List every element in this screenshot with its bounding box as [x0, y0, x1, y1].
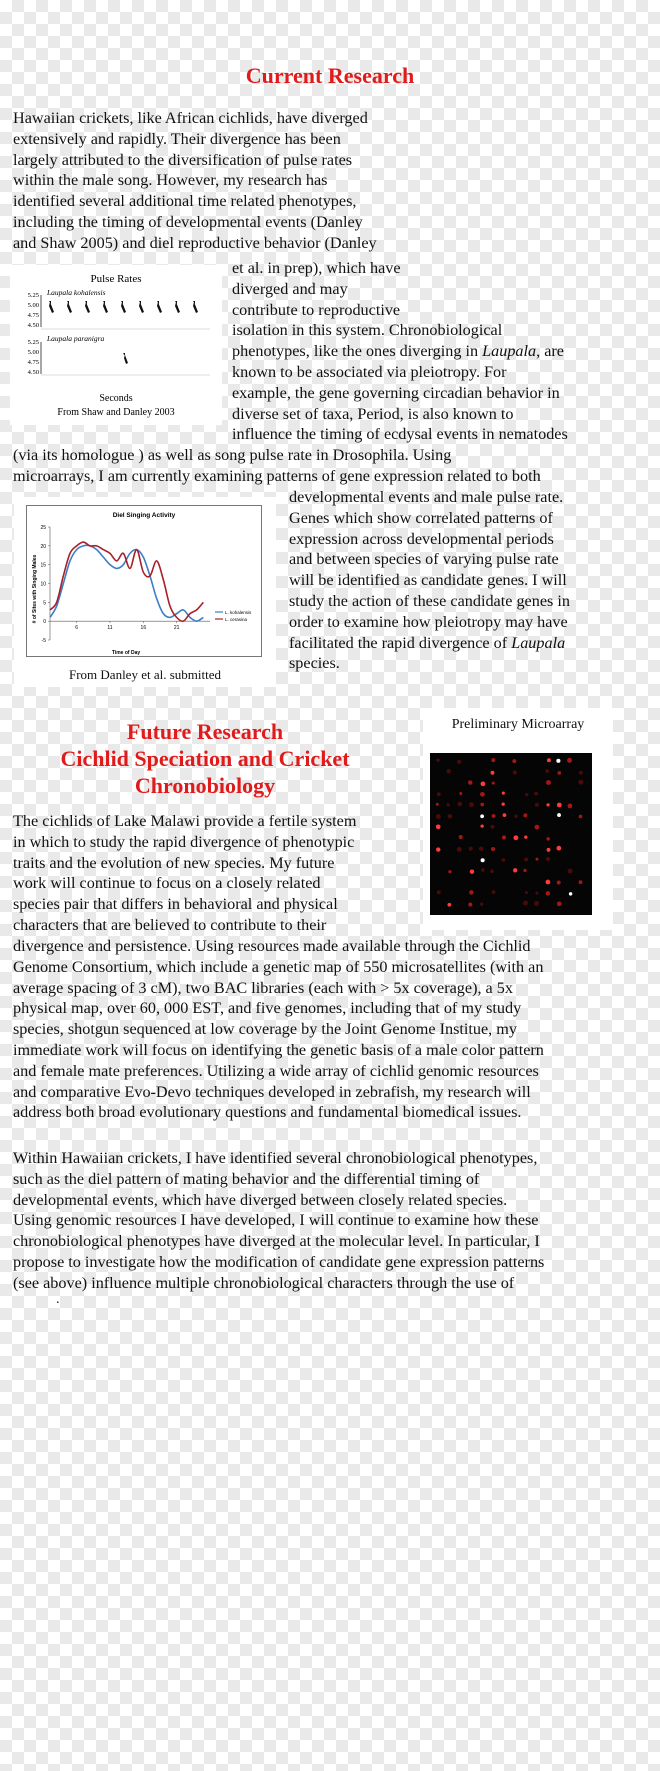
microarray-spot — [469, 802, 474, 807]
text-line: in which to study the rapid divergence of phenotypic — [13, 832, 355, 851]
microarray-spot — [545, 769, 549, 773]
microarray-spot — [502, 835, 506, 839]
text-line: expression across developmental periods — [289, 529, 554, 548]
microarray-spot — [468, 780, 473, 785]
microarray-spot — [480, 803, 484, 807]
text-line: contribute to reproductive — [232, 300, 401, 319]
text-line: largely attributed to the diversification of pulse rates — [13, 150, 353, 169]
diel-y-tick-label: 25 — [40, 525, 46, 531]
diel-y-tick-label: 10 — [40, 581, 46, 588]
microarray-spot — [447, 803, 450, 806]
text-line: and comparative Evo-Devo techniques developed in zebrafish, my research will — [13, 1082, 531, 1101]
text-line: microarrays, I am currently examining patterns of gene expression related to both — [13, 466, 541, 485]
microarray-spot — [501, 802, 504, 805]
microarray-spot — [437, 890, 441, 894]
text-line: Genes which show correlated patterns of — [289, 508, 553, 527]
pulse-top-tick-3: 4.50 — [27, 322, 39, 329]
microarray-spot — [568, 869, 573, 874]
pulse-top-tick-2: 4.75 — [27, 312, 39, 319]
text-line: diverse set of taxa, Period, is also known to — [232, 404, 514, 423]
microarray-spot — [523, 901, 528, 906]
microarray-spot — [436, 824, 441, 829]
text-line: address both broad evolutionary questions and fundamental biomedical issues. — [13, 1103, 522, 1122]
text-fragment: , are — [536, 342, 564, 361]
text-line: species, shotgun sequenced at low coverage by the Joint Genome Institue, my — [13, 1020, 517, 1039]
text-line: order to examine how pleiotropy may have — [289, 612, 568, 631]
current-research-wrap-text — [232, 258, 568, 445]
microarray-spot — [546, 880, 551, 885]
diel-series-line-0 — [50, 545, 203, 621]
diel-legend — [215, 610, 252, 622]
text-line: immediate work will focus on identifying the genetic basis of a male color pattern — [13, 1040, 544, 1059]
diel-y-tick-label: 20 — [40, 543, 46, 550]
pulse-caption: From Shaw and Danley 2003 — [57, 407, 175, 418]
microarray-spot — [502, 858, 506, 862]
microarray-spot — [436, 814, 441, 819]
pulse-bottom-tick-0: 5.25 — [27, 339, 39, 346]
diel-x-tick-label: 16 — [140, 625, 147, 632]
text-line: propose to investigate how the modification of candidate gene expression patterns — [13, 1252, 545, 1271]
diel-y-tick-label: -5 — [41, 638, 46, 644]
microarray-spot — [578, 780, 583, 785]
future-title-line-2: Cichlid Speciation and Cricket — [60, 746, 350, 771]
text-line: traits and the evolution of new species. My future — [13, 853, 335, 872]
pulse-mark — [175, 301, 180, 313]
microarray-spot — [491, 758, 495, 762]
pulse-top-tick-0: 5.25 — [27, 292, 39, 299]
text-line: physical map, over 60, 000 EST, and five genomes, including that of my study — [13, 999, 522, 1018]
microarray-spot — [457, 760, 461, 764]
microarray-spot — [535, 892, 538, 895]
microarray-spot — [491, 771, 495, 775]
pulse-mark — [193, 301, 198, 313]
pulse-mark — [85, 301, 90, 313]
diel-axes — [40, 525, 210, 644]
microarray-spot — [535, 858, 538, 861]
microarray-spot — [567, 758, 572, 763]
text-line: and Shaw 2005) and diel reproductive behavior (Danley — [13, 233, 377, 252]
microarray-spot — [480, 792, 485, 797]
microarray-spot — [513, 770, 517, 774]
microarray-spot — [546, 857, 550, 861]
microarray-spot — [481, 858, 485, 862]
microarray-spot — [546, 780, 551, 785]
text-line: identified several additional time related phenotypes, — [13, 192, 357, 211]
microarray-spot — [547, 848, 551, 852]
current-research-title: Current Research — [245, 63, 415, 88]
microarray-spot — [547, 758, 551, 762]
microarray-spot — [502, 791, 505, 794]
pulse-bottom-tick-3: 4.50 — [27, 369, 39, 376]
microarray-spot — [481, 781, 486, 786]
microarray-spot — [513, 868, 517, 872]
microarray-spot — [480, 814, 484, 818]
microarray-spot — [523, 869, 526, 872]
genus-name: Laupala — [482, 342, 537, 361]
text-line: (see above) influence multiple chronobiological characters through the use of — [13, 1273, 515, 1292]
genus-name: Laupala — [511, 633, 566, 652]
microarray-spot — [535, 803, 539, 807]
text-line: Hawaiian crickets, like African cichlids, have diverged — [13, 109, 368, 127]
microarray-spot — [447, 903, 451, 907]
microarray-spot — [492, 890, 496, 894]
microarray-spot — [556, 759, 560, 763]
microarray-spot — [546, 891, 551, 896]
microarray-spot — [436, 758, 439, 761]
text-line: will be identified as candidate genes. I will — [289, 571, 567, 590]
text-line: (via its homologue ) as well as song pulse rate in Drosophila. Using — [13, 446, 452, 464]
text-line: et al. in prep), which have — [232, 259, 401, 277]
microarray-spot — [557, 881, 561, 885]
text-line: extensively and rapidly. Their divergence has been — [13, 129, 341, 148]
microarray-spot — [436, 803, 439, 806]
microarray-spot — [503, 813, 507, 817]
text-line: Using genomic resources I have developed, I will continue to examine how these — [13, 1211, 539, 1230]
text-line: species. — [289, 654, 340, 673]
microarray-spot — [480, 903, 483, 906]
diel-y-tick-label: 15 — [40, 562, 46, 569]
microarray-spot — [490, 825, 494, 829]
microarray-spot — [481, 868, 485, 872]
pulse-top-tick-1: 5.00 — [27, 302, 39, 309]
pulse-rates-plot — [10, 265, 222, 425]
text-line: influence the timing of ecdysal events in nematodes — [232, 425, 568, 444]
microarray-title: Preliminary Microarray — [451, 717, 585, 732]
microarray-spot — [535, 825, 540, 830]
microarray-figure — [423, 708, 613, 930]
microarray-spot — [469, 890, 473, 894]
pulse-rates-figure — [10, 265, 222, 425]
pulse-species-top: Laupala kohalensis — [47, 288, 106, 297]
diel-title: Diel Singing Activity — [112, 512, 176, 519]
microarray-spot — [524, 835, 527, 838]
pulse-top-marks — [49, 301, 198, 313]
microarray-spot — [579, 880, 583, 884]
future-title-line-3: Chronobiology — [134, 773, 276, 798]
text-line: such as the diel pattern of mating behavior and the differential timing of — [13, 1169, 480, 1188]
text-line: including the timing of developmental events (Danley — [13, 212, 363, 231]
current-research-mid-text — [13, 445, 541, 487]
future-research-paragraph-2 — [13, 1148, 544, 1294]
microarray-spot — [492, 782, 495, 785]
current-research-top-text — [13, 108, 377, 254]
text-line: characters that are believed to contribute to their — [13, 915, 327, 934]
microarray-spot — [459, 792, 462, 795]
text-line: within the male song. However, my research has — [13, 171, 328, 190]
text-line: work will continue to focus on a closely related — [13, 874, 321, 893]
microarray-spot — [492, 814, 496, 818]
microarray-spot — [457, 847, 462, 852]
microarray-spot — [557, 803, 562, 808]
microarray-spot — [436, 847, 440, 851]
future-research-title — [10, 718, 400, 799]
microarray-spot — [524, 857, 528, 861]
text-line: Within Hawaiian crickets, I have identified several chronobiological phenotypes, — [13, 1149, 538, 1167]
microarray-spot — [579, 815, 583, 819]
text-line: chronobiological phenotypes have diverged at the molecular level. In particular, I — [13, 1232, 540, 1251]
microarray-spot — [448, 870, 451, 873]
microarray-spot — [534, 901, 539, 906]
text-line — [232, 341, 568, 362]
microarray-spot — [525, 793, 528, 796]
microarray-spot — [546, 803, 549, 806]
text-line: and between species of varying pulse rate — [289, 550, 559, 569]
diel-legend-label: L. cerasina — [225, 616, 248, 622]
text-line — [289, 633, 570, 654]
text-line: and female mate preferences. Utilizing a wide array of cichlid genomic resources — [13, 1061, 539, 1080]
diel-legend-label: L. kohalensis — [225, 609, 252, 615]
text-line: Genome Consortium, which include a genetic map of 550 microsatellites (with an — [13, 957, 544, 976]
diel-caption: From Danley et al. submitted — [68, 667, 221, 682]
text-fragment: facilitated the rapid divergence of — [289, 633, 512, 652]
text-line: diverged and may — [232, 279, 348, 298]
microarray-spot — [480, 825, 483, 828]
microarray-image — [430, 753, 592, 915]
microarray-spot — [479, 846, 484, 851]
microarray-spot — [469, 847, 473, 851]
pulse-mark — [121, 301, 126, 313]
diel-chart — [14, 497, 276, 687]
text-line: average spacing of 3 cM), two BAC libraries (each with > 5x coverage), a 5x — [13, 978, 513, 997]
microarray-spot — [437, 792, 441, 796]
microarray-spot — [512, 759, 516, 763]
text-line: study the action of these candidate genes in — [289, 591, 570, 610]
microarray-spot — [459, 835, 463, 839]
text-line: isolation in this system. Chronobiological — [232, 321, 503, 340]
diel-x-tick-label: 21 — [173, 625, 180, 632]
pulse-bottom-mark — [123, 353, 128, 364]
microarray-spot — [534, 792, 538, 796]
text-line: developmental events, which have diverged between closely related species. — [13, 1190, 508, 1209]
future-title-line-1: Future Research — [126, 719, 284, 744]
microarray-spot — [568, 804, 573, 809]
text-fragment: phenotypes, like the ones diverging in — [232, 342, 483, 361]
text-line: example, the gene governing circadian behavior in — [232, 383, 560, 402]
diel-ylabel: # of Sites with Singing Males — [32, 554, 38, 624]
pulse-mark — [139, 301, 144, 313]
pulse-mark — [49, 301, 54, 313]
microarray-spot — [557, 771, 561, 775]
pulse-species-bottom: Laupala paranigra — [47, 334, 105, 343]
pulse-mark — [103, 301, 108, 313]
microarray-spot — [525, 891, 528, 894]
microarray-spot — [513, 835, 518, 840]
microarray-spot — [458, 802, 463, 807]
future-research-full-text — [13, 936, 544, 1123]
microarray-spot — [468, 903, 472, 907]
future-research-wrap-text — [13, 811, 356, 936]
diel-activity-figure — [14, 497, 276, 687]
diel-x-tick-label: 11 — [107, 625, 113, 632]
microarray-spot — [491, 847, 495, 851]
diel-x-tick-label: 6 — [75, 625, 79, 632]
diel-y-tick-label: 0 — [43, 619, 46, 626]
microarray-spot — [556, 846, 561, 851]
text-line: The cichlids of Lake Malawi provide a fertile system — [13, 812, 357, 830]
text-line: developmental events and male pulse rate. — [289, 488, 564, 506]
pulse-bottom-tick-2: 4.75 — [27, 359, 39, 366]
diel-y-tick-label: 5 — [43, 600, 46, 607]
microarray-spot — [557, 901, 562, 906]
pulse-mark — [67, 301, 72, 313]
current-research-wrap2-text — [289, 487, 570, 674]
microarray-spot — [569, 892, 572, 895]
microarray-spot — [448, 814, 453, 819]
diel-xlabel: Time of Day — [111, 650, 141, 656]
microarray-spot — [446, 769, 451, 774]
pulse-bottom-tick-1: 5.00 — [27, 349, 39, 356]
text-line: divergence and persistence. Using resources made available through the Cichlid — [13, 937, 531, 955]
trailing-dot: . — [56, 1292, 60, 1307]
microarray-spot — [557, 813, 561, 817]
microarray-spot — [579, 771, 583, 775]
pulse-xlabel: Seconds — [99, 393, 133, 404]
text-line: known to be associated via pleiotropy. For — [232, 362, 507, 381]
text-line: species pair that differs in behavioral and physical — [13, 895, 338, 914]
pulse-title: Pulse Rates — [90, 273, 142, 285]
microarray-spot — [514, 815, 517, 818]
microarray-spot — [546, 837, 550, 841]
microarray-spot — [490, 869, 494, 873]
pulse-mark — [157, 301, 162, 313]
diel-series — [50, 542, 203, 621]
microarray-spot — [470, 869, 475, 874]
microarray-spot — [523, 813, 527, 817]
